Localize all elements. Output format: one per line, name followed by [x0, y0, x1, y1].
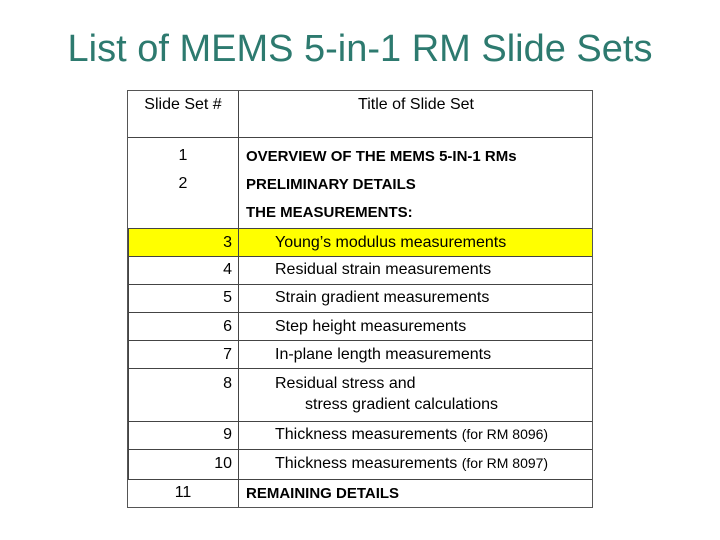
subtable-column-divider — [238, 228, 239, 479]
header-divider — [128, 137, 592, 138]
subrow-title-text: Thickness measurements — [275, 455, 462, 472]
row-divider — [128, 479, 592, 480]
slide-title: List of MEMS 5-in-1 RM Slide Sets — [67, 28, 653, 70]
subrow-number: 8 — [223, 375, 232, 392]
header-title-of-slide-set: Title of Slide Set — [358, 96, 474, 113]
subrow-number: 10 — [214, 455, 232, 472]
row-divider — [128, 228, 592, 229]
subrow-number: 9 — [223, 426, 232, 443]
column-divider-bottom — [238, 479, 239, 507]
subrow-note: (for RM 8096) — [461, 426, 549, 442]
slide-set-table — [127, 90, 593, 508]
row-number: 1 — [178, 147, 188, 164]
subrow-number: 7 — [223, 346, 232, 363]
subrow-number: 3 — [223, 234, 232, 251]
row-number: 11 — [174, 484, 192, 501]
row-number: 2 — [178, 175, 188, 192]
row-divider — [128, 312, 592, 313]
row-divider — [128, 368, 592, 369]
subrow-title: Strain gradient measurements — [275, 289, 490, 306]
subrow-title-continued: stress gradient calculations — [305, 396, 498, 413]
header-slide-set-number: Slide Set # — [144, 96, 222, 113]
subrow-title: In-plane length measurements — [275, 346, 492, 363]
subrow-title-text: Thickness measurements — [275, 426, 462, 443]
subrow-title — [275, 455, 548, 473]
row-divider — [128, 421, 592, 422]
subrow-title: Step height measurements — [275, 318, 467, 335]
subrow-title: Residual stress and — [275, 375, 416, 392]
row-title: REMAINING DETAILS — [246, 485, 400, 502]
subrow-number: 6 — [223, 318, 232, 335]
row-title: OVERVIEW OF THE MEMS 5-IN-1 RMs — [246, 148, 517, 165]
subrow-title: Residual strain measurements — [275, 261, 492, 278]
row-divider — [128, 256, 592, 257]
section-label: THE MEASUREMENTS: — [246, 204, 413, 221]
row-title: PRELIMINARY DETAILS — [246, 176, 416, 193]
row-divider — [128, 449, 592, 450]
subrow-note: (for RM 8097) — [461, 455, 549, 471]
column-divider-top — [238, 91, 239, 228]
row-divider — [128, 284, 592, 285]
subrow-title: Young’s modulus measurements — [275, 234, 507, 251]
subrow-number: 5 — [223, 289, 232, 306]
subrow-title — [275, 426, 548, 444]
row-divider — [128, 340, 592, 341]
subrow-number: 4 — [223, 261, 232, 278]
